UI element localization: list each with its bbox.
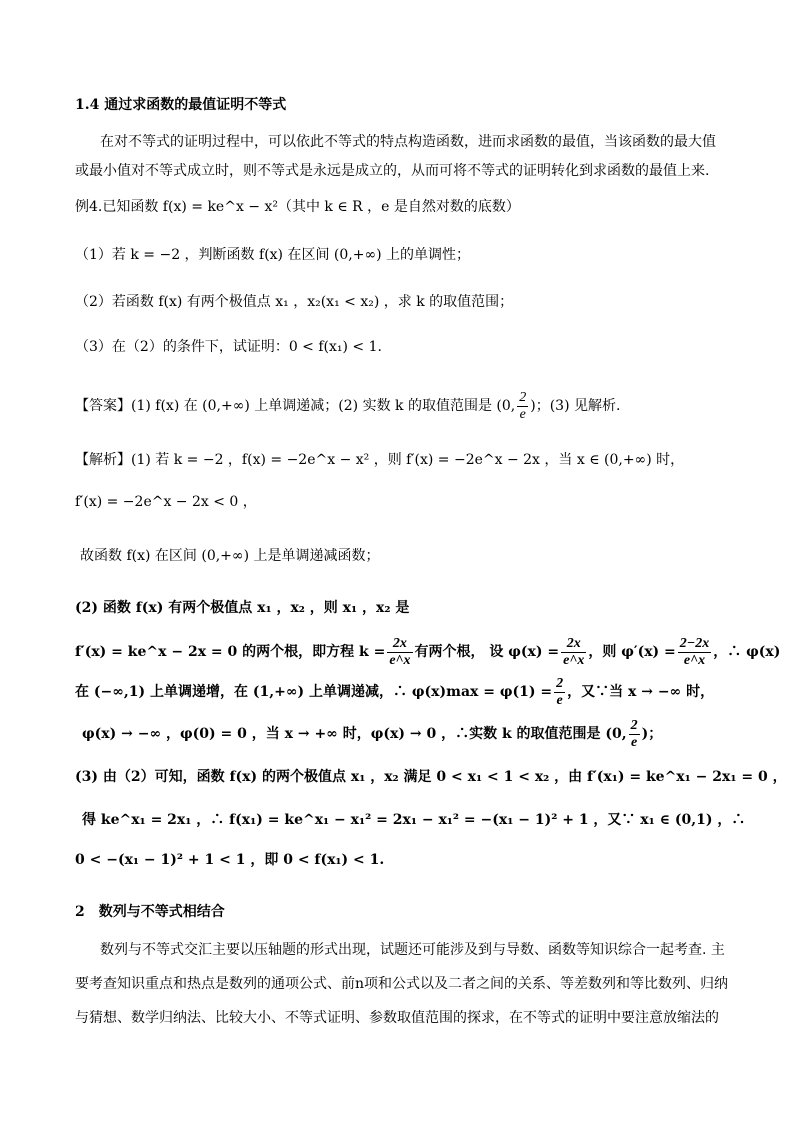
solution-line-2: f′(x) = −2e^x − 2x < 0 ，	[75, 494, 257, 510]
solution-line-7-part-a: φ(x) → −∞ ，φ(0) = 0 ，当 x → +∞ 时，φ(x) → 0 ，∴实数 k 的取值范围是 (0,	[82, 726, 627, 742]
fraction-2x-over-ex-2	[561, 636, 586, 669]
example-question-2: （2）若函数 f(x) 有两个极值点 x₁ ，x₂(x₁ < x₂) ，求 k 的取值范围；	[75, 294, 514, 310]
solution-line-7-part-b: )；	[641, 726, 663, 742]
solution-line-5-part-a: f′(x) = ke^x − 2x = 0 的两个根，即方程 k =	[75, 644, 386, 660]
fraction-denominator: e	[631, 734, 638, 750]
fraction-numerator: 2	[556, 675, 564, 691]
fraction-2-over-e-range	[629, 718, 640, 751]
example-title: 例4.已知函数 f(x) = ke^x − x²（其中 k ∈ R ，e 是自然对数的底数）	[75, 199, 520, 215]
fraction-2x-over-ex-1	[387, 636, 412, 669]
solution-line-5-part-c: ，则 φ′(x) =	[588, 644, 676, 660]
solution-line-4: (2) 函数 f(x) 有两个极值点 x₁ ，x₂ ，则 x₁ ，x₂ 是	[75, 600, 410, 616]
solution-line-9: 得 ke^x₁ = 2x₁ ，∴ f(x₁) = ke^x₁ − x₁² = 2x₁ − x₁² = −(x₁ − 1)² + 1 ，又∵ x₁ ∈ (0,1) ，∴	[82, 812, 746, 828]
fraction-denominator: e	[556, 692, 563, 708]
answer-tail: )；(3) 见解析.	[530, 398, 621, 414]
solution-line-8: (3) 由（2）可知，函数 f(x) 的两个极值点 x₁ ，x₂ 满足 0 < x₁ < 1 < x₂ ，由 f′(x₁) = ke^x₁ − 2x₁ = 0 ，	[75, 769, 787, 785]
solution-line-6	[75, 672, 714, 712]
fraction-numerator: 2x	[561, 636, 586, 653]
solution-line-6-part-b: ，又∵当 x → −∞ 时，	[567, 684, 715, 700]
solution-line-10: 0 < −(x₁ − 1)² + 1 < 1 ，即 0 < f(x₁) < 1.	[75, 852, 385, 868]
solution-line-6-part-a: 在 (−∞,1) 上单调递增，在 (1,+∞) 上单调递减，∴ φ(x)max = φ(1) =	[75, 684, 553, 700]
section-2-heading: 2 数列与不等式相结合	[75, 904, 225, 920]
answer-text: 【答案】(1) f(x) 在 (0,+∞) 上单调递减；(2) 实数 k 的取值范围是 (0,	[75, 398, 516, 414]
fraction-denominator: e^x	[563, 652, 585, 668]
solution-line-5-part-d: ，∴ φ(x)	[713, 644, 781, 660]
answer-fraction	[517, 390, 528, 423]
answer-fraction-numerator: 2	[519, 389, 527, 405]
section-1-4-heading: 1.4 通过求函数的最值证明不等式	[75, 97, 287, 113]
fraction-denominator: e^x	[389, 652, 411, 668]
section-2-paragraph-line-3: 与猜想、数学归纳法、比较大小、不等式证明、参数取值范围的探求，在不等式的证明中要注意放缩法的	[75, 1010, 719, 1026]
solution-line-5-part-b: 有两个根， 设 φ(x) =	[414, 644, 560, 660]
section-1-4-paragraph-line-1: 在对不等式的证明过程中，可以依此不等式的特点构造函数，进而求函数的最值，当该函数的最大值	[100, 134, 716, 150]
solution-line-3: 故函数 f(x) 在区间 (0,+∞) 上是单调递减函数；	[80, 548, 380, 564]
answer-line	[75, 386, 620, 426]
fraction-2-over-e	[554, 676, 565, 709]
example-question-3: （3）在（2）的条件下，试证明：0 < f(x₁) < 1.	[75, 339, 382, 355]
fraction-numerator: 2−2x	[679, 635, 710, 651]
section-1-4-paragraph-line-2: 或最小值对不等式成立时，则不等式是永远是成立的，从而可将不等式的证明转化到求函数的最值上来.	[75, 163, 710, 179]
example-question-1: （1）若 k = −2 ，判断函数 f(x) 在区间 (0,+∞) 上的单调性；	[75, 247, 471, 263]
fraction-denominator: e^x	[683, 652, 706, 668]
solution-line-5	[75, 632, 780, 672]
section-2-paragraph-line-2: 要考查知识重点和热点是数列的通项公式、前n项和公式以及二者之间的关系、等差数列和等比数列、归纳	[75, 976, 729, 992]
fraction-2-2x-over-ex	[678, 636, 711, 669]
answer-fraction-denominator: e	[519, 406, 526, 422]
solution-line-7	[82, 714, 662, 754]
solution-line-1: 【解析】(1) 若 k = −2 ，f(x) = −2e^x − x² ，则 f′(x) = −2e^x − 2x ，当 x ∈ (0,+∞) 时，	[75, 452, 685, 468]
fraction-numerator: 2x	[387, 636, 412, 653]
fraction-numerator: 2	[630, 717, 638, 733]
section-2-paragraph-line-1: 数列与不等式交汇主要以压轴题的形式出现，试题还可能涉及到与导数、函数等知识综合一起考查. 主	[100, 942, 725, 958]
